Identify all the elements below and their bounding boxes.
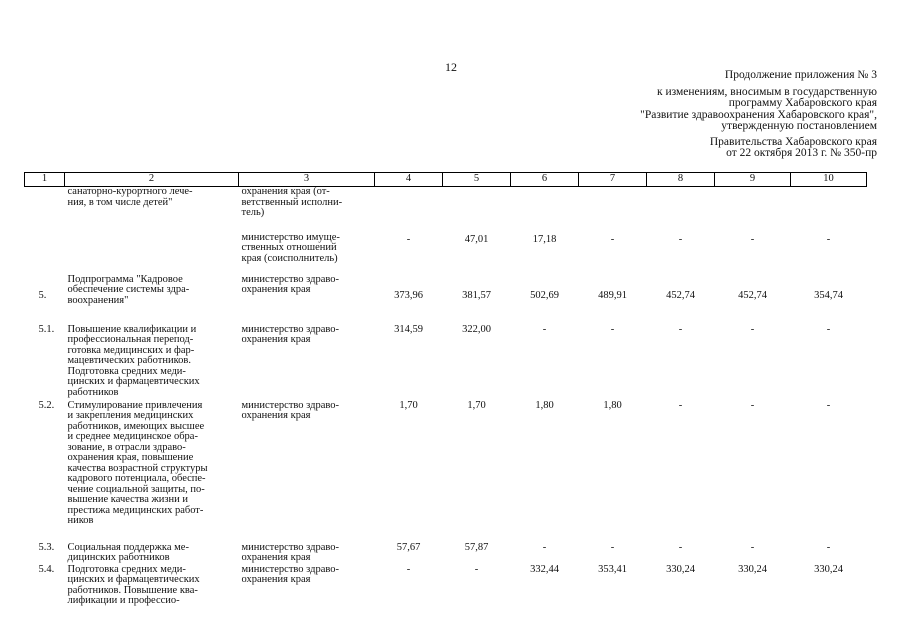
value-cell: 381,57 [462, 290, 491, 302]
event-name-cell: Подготовка средних меди- цинских и фармацевтических работников. Повышение ква- лификации и профессио- [67, 563, 200, 606]
value-cell: - [678, 399, 683, 411]
value-cell: 47,01 [464, 233, 489, 245]
value-cell: 452,74 [738, 290, 767, 302]
column-number-row [25, 173, 867, 187]
executor-cell: министерство здраво- охранения края [241, 399, 340, 421]
header-line: утвержденную постановлением [721, 120, 877, 132]
value-cell: 1,70 [399, 399, 418, 411]
value-cell: - [678, 233, 683, 245]
value-cell [715, 187, 791, 231]
value-cell: 353,41 [598, 563, 627, 575]
value-cell: 1,80 [603, 399, 622, 411]
financing-table [24, 172, 867, 613]
table-row [25, 565, 867, 613]
executor-cell: министерство здраво- охранения края [241, 541, 340, 563]
row-number-cell: 5. [38, 290, 47, 302]
value-cell: 354,74 [814, 290, 843, 302]
column-header: 5 [443, 173, 511, 187]
value-cell: - [750, 541, 755, 553]
executor-cell: министерство имуще- ственных отношений края (соисполнитель) [241, 231, 340, 264]
value-cell: - [678, 541, 683, 553]
value-cell: - [542, 323, 547, 335]
row-number-cell [25, 187, 65, 231]
value-cell: 1,70 [467, 399, 486, 411]
value-cell: 330,24 [814, 563, 843, 575]
column-header: 7 [579, 173, 647, 187]
table-row [25, 319, 867, 401]
table-row [25, 269, 867, 319]
value-cell [443, 187, 511, 231]
table-row [25, 539, 867, 565]
column-header: 8 [647, 173, 715, 187]
event-name-cell [65, 231, 239, 269]
event-name-cell: санаторно-курортного лече- ния, в том числе детей" [67, 186, 193, 208]
value-cell: 373,96 [394, 290, 423, 302]
column-header: 3 [239, 173, 375, 187]
executor-cell: министерство здраво- охранения края [241, 323, 340, 345]
value-cell [579, 187, 647, 231]
value-cell [647, 187, 715, 231]
executor-cell: охранения края (от- ветственный исполни- тель) [241, 186, 343, 218]
row-number-cell: 5.1. [38, 323, 55, 335]
value-cell: - [610, 323, 615, 335]
value-cell: 1,80 [535, 399, 554, 411]
value-cell: 502,69 [530, 290, 559, 302]
value-cell [511, 187, 579, 231]
appendix-header [547, 70, 877, 160]
value-cell: - [474, 563, 479, 575]
value-cell: 314,59 [394, 323, 423, 335]
event-name-cell: Стимулирование привлечения и закрепления медицинских работников, имеющих высшее и среднее медицинское обра- зование, в отрасли здраво- охранения края, повышение качества возрастной структуры кадрового потенциала, обеспе- чение социальной защиты, по- вышение качества жизни и престижа медицинских работ- ников [67, 399, 208, 526]
executor-cell: министерство здраво- охранения края [241, 273, 340, 295]
value-cell: - [826, 541, 831, 553]
header-line: программу Хабаровского края [728, 97, 877, 109]
value-cell: 489,91 [598, 290, 627, 302]
value-cell [375, 187, 443, 231]
executor-cell: министерство здраво- охранения края [241, 563, 340, 585]
header-line: Продолжение приложения № 3 [724, 69, 877, 81]
column-header: 4 [375, 173, 443, 187]
column-header: 10 [791, 173, 867, 187]
header-line: к изменениям, вносимым в государственную [657, 85, 877, 98]
table-row [25, 187, 867, 231]
column-header: 9 [715, 173, 791, 187]
event-name-cell: Повышение квалификации и профессиональная перепод- готовка медицинских и фар- мацевтических работников. Подготовка средних меди- цинских и фармацевтических работников [67, 323, 200, 398]
column-header: 6 [511, 173, 579, 187]
header-line: "Развитие здравоохранения Хабаровского края", [640, 108, 877, 121]
value-cell [791, 187, 867, 231]
value-cell: - [678, 323, 683, 335]
value-cell: - [610, 233, 615, 245]
value-cell: 57,67 [396, 541, 421, 553]
table-row [25, 231, 867, 269]
page-number: 12 [445, 60, 457, 74]
value-cell: 330,24 [666, 563, 695, 575]
value-cell: - [750, 233, 755, 245]
column-header: 2 [65, 173, 239, 187]
value-cell: - [826, 399, 831, 411]
row-number-cell: 5.4. [38, 563, 55, 575]
value-cell: 332,44 [530, 563, 559, 575]
value-cell: - [542, 541, 547, 553]
value-cell: - [406, 233, 411, 245]
value-cell: - [750, 399, 755, 411]
row-number-cell: 5.2. [38, 399, 55, 411]
row-number-cell: 5.3. [38, 541, 55, 553]
value-cell: - [750, 323, 755, 335]
header-line: Правительства Хабаровского края [709, 135, 877, 148]
value-cell: - [406, 563, 411, 575]
header-line: от 22 октября 2013 г. № 350-пр [726, 147, 877, 159]
value-cell: 322,00 [462, 323, 491, 335]
event-name-cell: Социальная поддержка ме- дицинских работников [67, 541, 189, 563]
table-row [25, 401, 867, 539]
event-name-cell: Подпрограмма "Кадровое обеспечение системы здра- воохранения" [67, 273, 190, 306]
row-number-cell [25, 231, 65, 269]
value-cell: 57,87 [464, 541, 489, 553]
value-cell: - [610, 541, 615, 553]
value-cell: 452,74 [666, 290, 695, 302]
value-cell: 330,24 [738, 563, 767, 575]
value-cell: 17,18 [532, 233, 557, 245]
value-cell: - [826, 323, 831, 335]
value-cell: - [826, 233, 831, 245]
column-header: 1 [25, 173, 65, 187]
